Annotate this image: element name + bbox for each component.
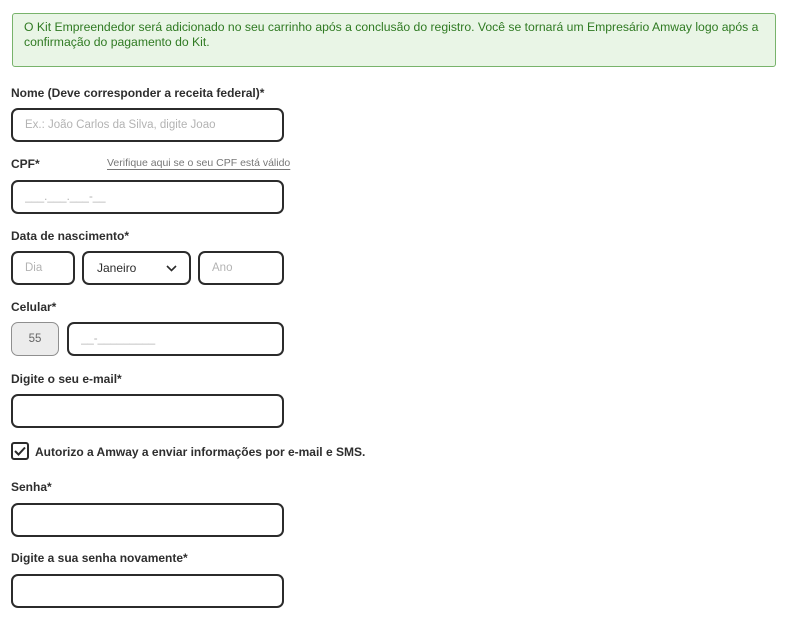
info-banner: O Kit Empreendedor será adicionado no seu carrinho após a conclusão do registro. Você se tornará um Empresário Amway logo após a confirmação do pagamento do Kit. — [12, 13, 776, 67]
email-input[interactable] — [11, 394, 284, 428]
cpf-validate-link[interactable]: Verifique aqui se o seu CPF está válido — [107, 157, 291, 169]
name-input[interactable] — [11, 108, 284, 142]
password-confirm-label: Digite a sua senha novamente* — [11, 551, 188, 565]
phone-label: Celular* — [11, 300, 57, 314]
name-label: Nome (Deve corresponder a receita federal)* — [11, 86, 265, 100]
birth-month-select[interactable] — [82, 251, 191, 285]
country-code-field: 55 — [11, 322, 59, 356]
birth-year-input[interactable] — [198, 251, 284, 285]
cpf-input[interactable] — [11, 180, 284, 214]
chevron-down-icon — [166, 261, 177, 275]
cpf-label: CPF* — [11, 157, 40, 171]
consent-label[interactable]: Autorizo a Amway a enviar informações por e-mail e SMS. — [35, 445, 366, 459]
consent-checkbox[interactable] — [11, 442, 29, 460]
phone-input[interactable] — [67, 322, 284, 356]
birth-day-input[interactable] — [11, 251, 75, 285]
password-label: Senha* — [11, 480, 52, 494]
password-confirm-input[interactable] — [11, 574, 284, 608]
checkmark-icon — [14, 446, 26, 456]
birthdate-label: Data de nascimento* — [11, 229, 130, 243]
password-input[interactable] — [11, 503, 284, 537]
email-label: Digite o seu e-mail* — [11, 372, 122, 386]
birth-month-value: Janeiro — [97, 261, 137, 275]
